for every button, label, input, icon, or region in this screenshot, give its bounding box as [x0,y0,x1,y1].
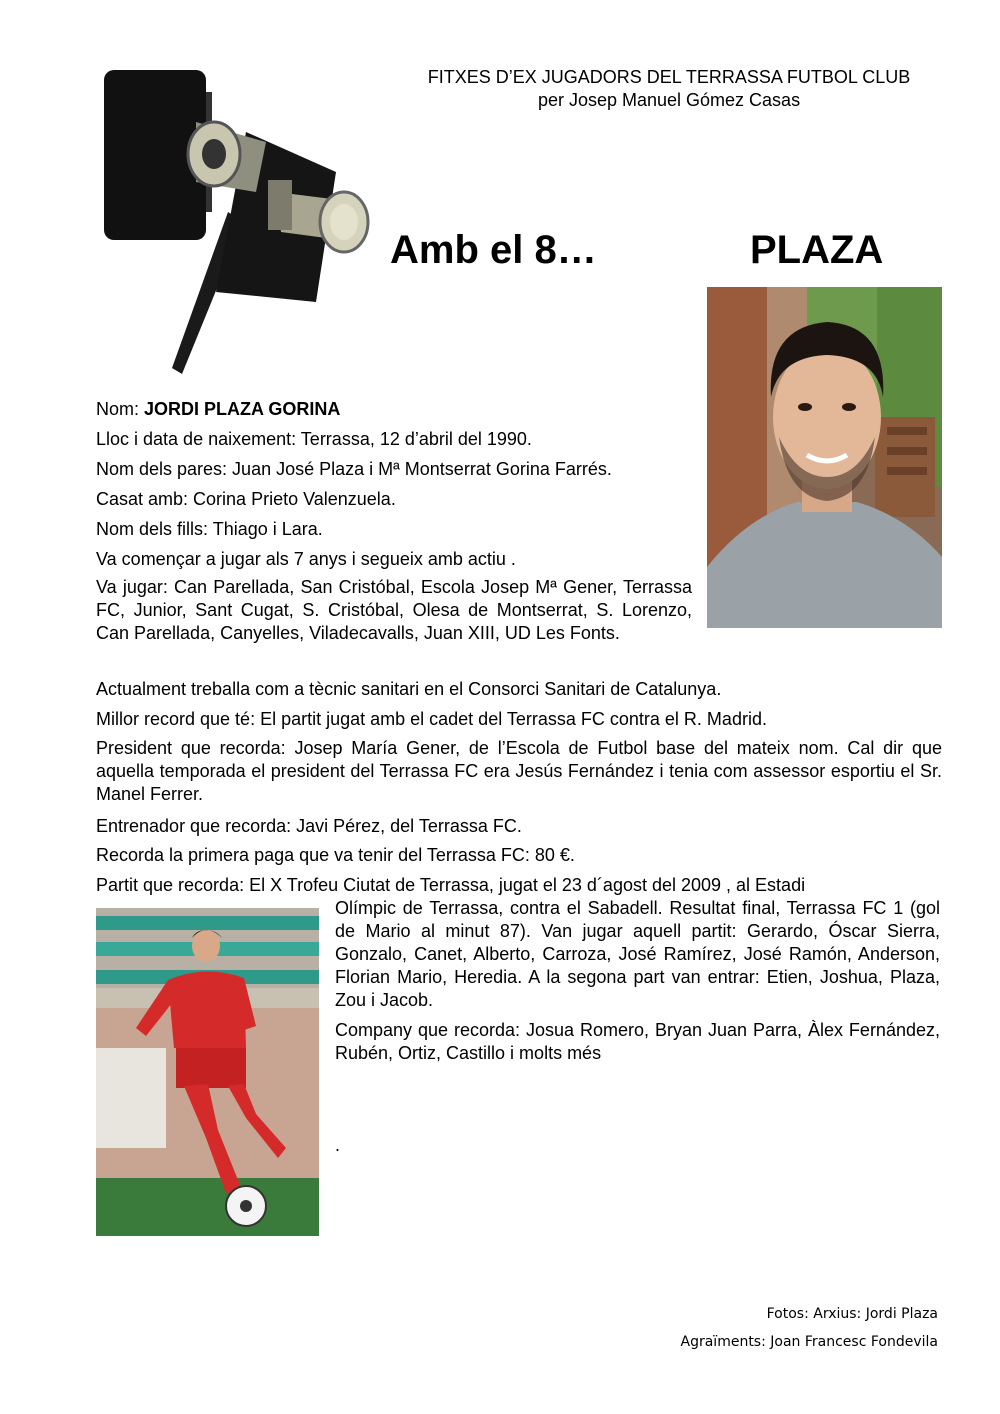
action-photo [96,908,319,1236]
title-name: PLAZA [750,228,884,272]
field-paga: Recorda la primera paga que va tenir del Terrassa FC: 80 €. [96,845,575,865]
field-nom-label: Nom: [96,399,145,419]
footer-agraiments: Agraïments: Joan Francesc Fondevila [680,1334,938,1350]
header-line-1: FITXES D’EX JUGADORS DEL TERRASSA FUTBOL CLUB [427,67,911,87]
field-nom-value: JORDI PLAZA GORINA [144,399,341,419]
field-company: Company que recorda: Josua Romero, Bryan Juan Parra, Àlex Fernández, Rubén, Ortiz, Castillo i molts més [335,1020,940,1063]
field-pares: Nom dels pares: Juan José Plaza i Mª Montserrat Gorina Farrés. [96,459,612,479]
field-naixement: Lloc i data de naixement: Terrassa, 12 d’abril del 1990. [96,429,532,449]
document-header [380,66,958,112]
field-casat: Casat amb: Corina Prieto Valenzuela. [96,489,396,509]
field-comencar: Va començar a jugar als 7 anys i segueix amb actiu . [96,549,516,569]
header-line-2: per Josep Manuel Gómez Casas [537,90,801,110]
field-president: President que recorda: Josep María Gener, de l’Escola de Futbol base del mateix nom. Cal dir que aquella temporada el president del Terrassa FC era Jesús Fernández i tenia com assessor esportiu el Sr. Manel Ferrer. [96,738,942,804]
field-va-jugar: Va jugar: Can Parellada, San Cristóbal, Escola Josep Mª Gener, Terrassa FC, Junior, Sant Cugat, S. Cristóbal, Olesa de Montserrat, S. Lorenzo, Can Parellada, Canyelles, Viladecavalls, Juan XIII, UD Les Fonts. [96,577,692,643]
field-partit-rest: Olímpic de Terrassa, contra el Sabadell. Resultat final, Terrassa FC 1 (gol de Mario al minut 87). Van jugar aquell partit: Gerardo, Óscar Sierra, Gonzalo, Canet, Alberto, Carroza, José Ramírez, José Ramón, Anderson, Florian Mario, Heredia. A la segona part van entrar: Etien, Joshua, Plaza, Zou i Jacob. [335,898,940,1010]
field-nom [96,398,696,421]
field-treballa: Actualment treballa com a tècnic sanitari en el Consorci Sanitari de Catalunya. [96,679,722,699]
field-record: Millor record que té: El partit jugat amb el cadet del Terrassa FC contra el R. Madrid. [96,709,767,729]
portrait-photo [707,287,942,628]
title-number: Amb el 8… [390,228,597,272]
loudspeaker-icon [96,62,380,374]
field-entrenador: Entrenador que recorda: Javi Pérez, del Terrassa FC. [96,816,522,836]
field-dot: . [335,1135,341,1155]
field-fills: Nom dels fills: Thiago i Lara. [96,519,323,539]
field-partit-first: Partit que recorda: El X Trofeu Ciutat de Terrassa, jugat el 23 d´agost del 2009 , al Estadi [96,875,806,895]
footer-fotos: Fotos: Arxius: Jordi Plaza [766,1306,938,1322]
